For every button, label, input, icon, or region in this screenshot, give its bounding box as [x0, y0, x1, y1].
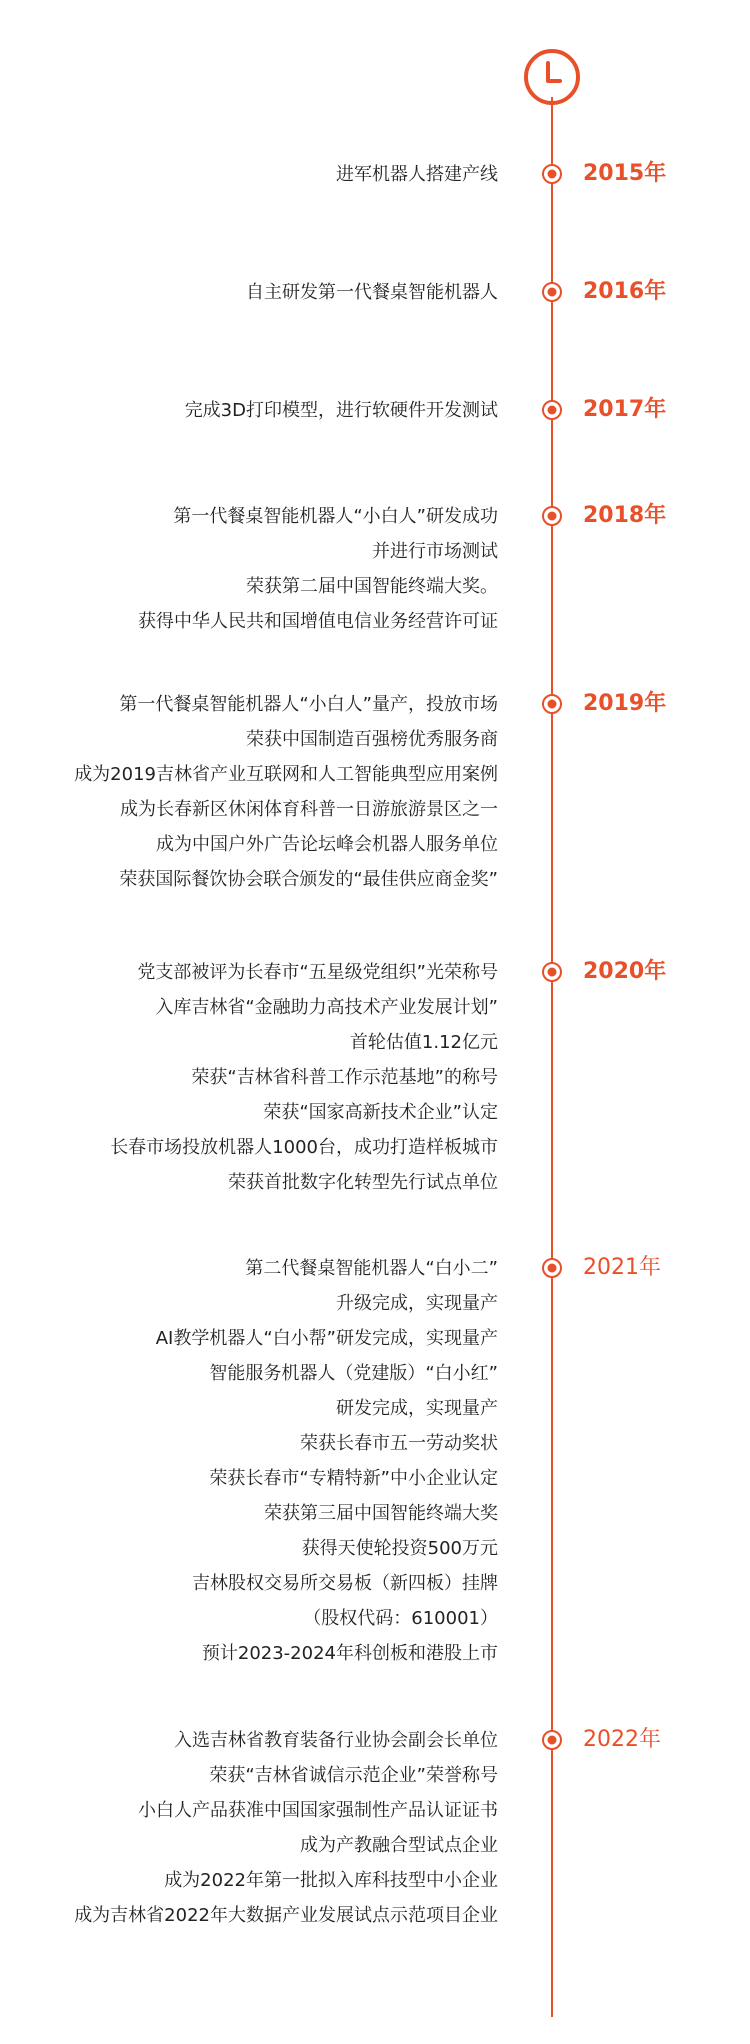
timeline-line-text: AI教学机器人“白小帮”研发完成，实现量产 — [155, 1328, 498, 1349]
timeline-line-text: 升级完成，实现量产 — [336, 1293, 498, 1314]
timeline-line-text: 小白人产品获准中国国家强制性产品认证证书 — [138, 1800, 498, 1821]
timeline-line-text: 入选吉林省教育装备行业协会副会长单位 — [174, 1730, 498, 1751]
timeline-description — [74, 1723, 498, 1933]
timeline-line-text: 荣获第二届中国智能终端大奖。 — [246, 576, 498, 597]
timeline-year: 2018年 — [583, 503, 667, 528]
timeline-line-text: 成为长春新区休闲体育科普一日游旅游景区之一 — [120, 799, 498, 820]
timeline-line-text: 荣获长春市五一劳动奖状 — [300, 1433, 498, 1454]
timeline-line-text: 成为中国户外广告论坛峰会机器人服务单位 — [156, 834, 498, 855]
timeline-line-text: 长春市场投放机器人1000台，成功打造样板城市 — [110, 1137, 498, 1158]
timeline-line-text: 荣获中国制造百强榜优秀服务商 — [246, 729, 498, 750]
timeline-line-text: 第一代餐桌智能机器人“小白人”量产，投放市场 — [119, 694, 498, 715]
timeline-line-text: 成为吉林省2022年大数据产业发展试点示范项目企业 — [74, 1905, 498, 1926]
timeline-line-text: 荣获长春市“专精特新”中小企业认定 — [209, 1468, 498, 1489]
timeline-line-text: 党支部被评为长春市“五星级党组织”光荣称号 — [137, 962, 498, 983]
timeline-marker-icon — [542, 962, 562, 982]
timeline-line — [551, 97, 553, 2017]
timeline-year: 2021年 — [583, 1255, 661, 1280]
timeline-year: 2022年 — [583, 1727, 661, 1752]
timeline-line-text: 完成3D打印模型，进行软硬件开发测试 — [184, 400, 498, 421]
timeline-line-text: （股权代码：610001） — [303, 1608, 498, 1629]
timeline-marker-icon — [542, 694, 562, 714]
timeline-line-text: 成为2019吉林省产业互联网和人工智能典型应用案例 — [74, 764, 498, 785]
timeline-line-text: 荣获第三届中国智能终端大奖 — [264, 1503, 498, 1524]
timeline-line-text: 荣获国际餐饮协会联合颁发的“最佳供应商金奖” — [119, 869, 498, 890]
timeline-line-text: 获得天使轮投资500万元 — [301, 1538, 498, 1559]
timeline-line-text: 荣获“吉林省科普工作示范基地”的称号 — [191, 1067, 498, 1088]
timeline-description — [185, 393, 498, 428]
timeline-line-text: 预计2023-2024年科创板和港股上市 — [201, 1643, 498, 1664]
timeline-description — [110, 955, 498, 1200]
timeline-description — [74, 687, 498, 897]
timeline-description — [336, 157, 498, 192]
timeline-marker-icon — [542, 1258, 562, 1278]
clock-icon — [522, 47, 582, 107]
timeline-line-text: 荣获“吉林省诚信示范企业”荣誉称号 — [209, 1765, 498, 1786]
timeline-marker-icon — [542, 506, 562, 526]
timeline-marker-icon — [542, 164, 562, 184]
timeline-marker-icon — [542, 400, 562, 420]
timeline-line-text: 荣获首批数字化转型先行试点单位 — [228, 1172, 498, 1193]
timeline-line-text: 进军机器人搭建产线 — [336, 164, 498, 185]
timeline-line-text: 自主研发第一代餐桌智能机器人 — [246, 282, 498, 303]
timeline-line-text: 智能服务机器人（党建版）“白小红” — [209, 1363, 498, 1384]
timeline-year: 2016年 — [583, 279, 667, 304]
timeline-line-text: 第一代餐桌智能机器人“小白人”研发成功 — [173, 506, 498, 527]
timeline-description — [138, 499, 498, 639]
timeline-line-text: 成为产教融合型试点企业 — [300, 1835, 498, 1856]
timeline-line-text: 第二代餐桌智能机器人“白小二” — [245, 1258, 498, 1279]
timeline-line-text: 荣获“国家高新技术企业”认定 — [263, 1102, 498, 1123]
timeline-description — [156, 1251, 498, 1671]
timeline-year: 2017年 — [583, 397, 667, 422]
timeline-line-text: 并进行市场测试 — [372, 541, 498, 562]
timeline-year: 2015年 — [583, 161, 667, 186]
timeline-line-text: 吉林股权交易所交易板（新四板）挂牌 — [192, 1573, 498, 1594]
timeline-line-text: 研发完成，实现量产 — [336, 1398, 498, 1419]
timeline-marker-icon — [542, 1730, 562, 1750]
timeline-marker-icon — [542, 282, 562, 302]
timeline-year: 2020年 — [583, 959, 667, 984]
timeline-line-text: 首轮估值1.12亿元 — [349, 1032, 498, 1053]
timeline-line-text: 入库吉林省“金融助力高技术产业发展计划” — [155, 997, 498, 1018]
timeline-line-text: 获得中华人民共和国增值电信业务经营许可证 — [138, 611, 498, 632]
timeline-description — [246, 275, 498, 310]
timeline-year: 2019年 — [583, 691, 667, 716]
timeline-line-text: 成为2022年第一批拟入库科技型中小企业 — [164, 1870, 498, 1891]
